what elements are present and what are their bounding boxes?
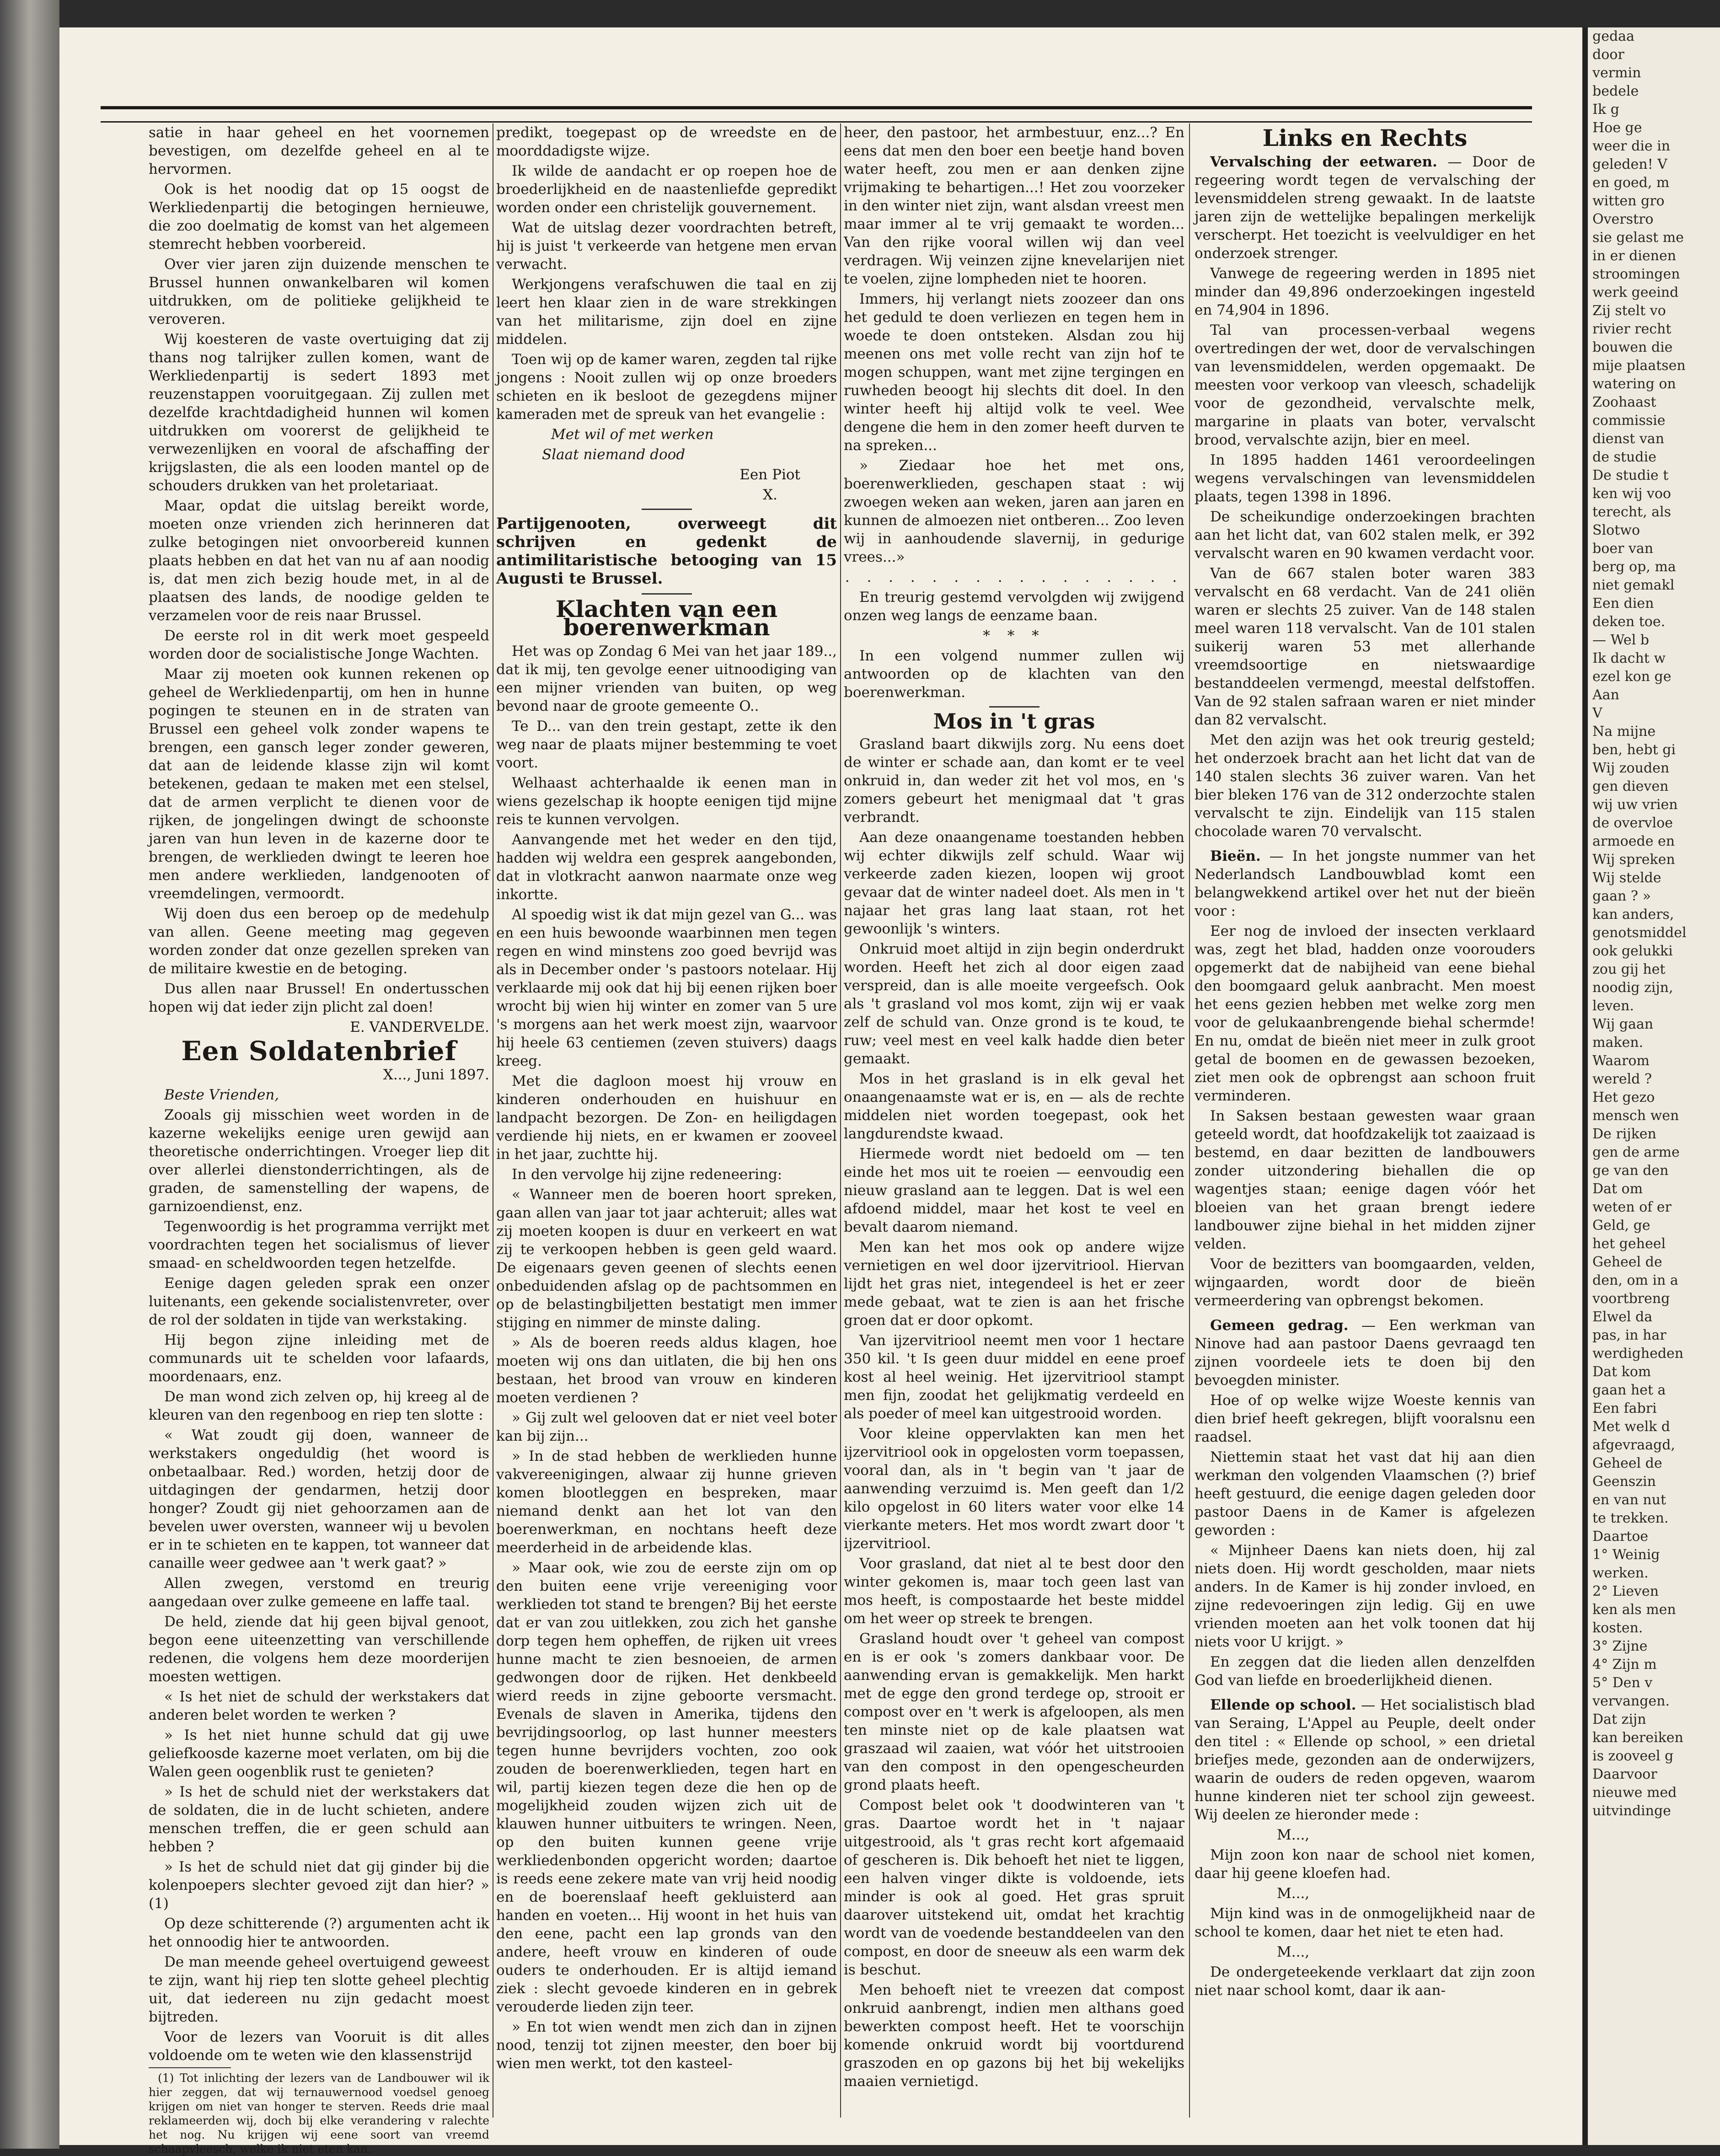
paragraph: Voor grasland, dat niet al te best door den winter gekomen is, maar toch geen last van mos heeft, is compostaarde het beste middel om het weer op streek te brengen. [844, 1555, 1184, 1627]
paragraph: Het was op Zondag 6 Mei van het jaar 189.., dat ik mij, ten gevolge eener uitnoodiging van een mijner vrienden van buiten, op weg bevond naar de groote gemeente O.. [496, 643, 837, 714]
facing-page-line: Ik dacht w [1592, 650, 1666, 666]
paragraph: Zooals gij misschien weet worden in de kazerne wekelijks eenige uren gewijd aan theoretische onderrichtingen. Vroeger liep dit over allerlei dienstonderrichtingen, als de graden, de samenstelling der wapens, de garnizoendienst, enz. [149, 1107, 489, 1215]
facing-page-line: — Wel b [1592, 632, 1650, 648]
paragraph: Al spoedig wist ik dat mijn gezel van G... was en een huis bewoonde waarbinnen men tegen regen en wind minstens zoo goed bevrijd was als in December onder 's pastoors notelaar. Hij verklaarde mij ook dat hij bij eenen rijken boer wrocht bij wien hij winter en zomer van 5 ure 's morgens aan het werk moest zijn, waarvoor hij heele 63 centiemen (zeven stuivers) daags kreeg. [496, 906, 837, 1069]
paragraph: Tal van processen-verbaal wegens overtredingen der wet, door de vervalschingen van levensmiddelen, werden opgemaakt. De meesten voor verkoop van vleesch, schadelijk voor de gezondheid, vervalschte melk, margarine in plaats van boter, vervalscht brood, vervalschte azijn, bier en meel. [1195, 322, 1535, 448]
facing-page-line: Dat zijn [1592, 1711, 1646, 1727]
paragraph: » Ziedaar hoe het met ons, boerenwerklieden, geschapen staat : wij zwoegen weken aan weken, jaren aan jaren en kunnen de almoezen niet ontberen... Zoo leven wij in aanhoudende slavernij, in gedurige vrees...» [844, 457, 1184, 565]
header-double-rule [101, 106, 1532, 123]
book-spine [0, 0, 59, 2149]
ellipsis-row: . . . . . . . . . . . . . . . . [845, 569, 1184, 585]
signature: Een Piot [739, 467, 800, 483]
facing-page-line: werk geeind [1592, 284, 1679, 300]
facing-page-line: 4° Zijn m [1592, 1657, 1657, 1673]
column-4: Links en Rechts Vervalsching der eetwaren. — Door de regeering wordt tegen de vervalsching der levensmiddelen streng gewaakt. In de laatste jaren zijn de wettelijke bepalingen merkelijk verscherpt. Het toezicht is veelvuldiger en het onderzoek strenger. Vanwege de regeering werden in 1895 niet minder dan 49,896 onderzoekingen ingesteld en 74,904 in 1896. Tal van processen-verbaal wegens overtredingen der wet, door de vervalschingen van levensmiddelen, werden opgemaakt. De meesten voor verkoop van vleesch, schadelijk voor de gezondheid, vervalschte melk, margarine in plaats van boter, vervalscht brood, vervalschte azijn, bier en meel. In 1895 hadden 1461 veroordeelingen wegens vervalschingen van levensmiddelen plaats, tegen 1398 in 1896. De scheikundige onderzoekingen brachten aan het licht dat, van 602 stalen melk, er 392 vervalscht waren en 90 kwamen verdacht voor. Van de 667 stalen boter waren 383 vervalscht en 68 verdacht. Van de 241 oliën waren er slechts 25 zuiver. Van de 148 stalen meel waren 118 vervalscht. Van de 101 stalen suikerij waren 53 met allerhande vreemdsoortige en nietswaardige bestanddeelen vermengd, meestal delfstoffen. Van de 92 stalen safraan waren er niet minder dan 82 vervalscht. Met den azijn was het ook treurig gesteld; het onderzoek bracht aan het licht dat van de 140 stalen slechts 36 zuiver waren. Van het bier bleken 176 van de 312 onderzochte stalen vervalscht te zijn. Eindelijk van 115 stalen chocolade waren 70 vervalscht. Bieën. — In het jongste nummer van het Nederlandsch Landbouwblad komt een belangwekkend artikel over het nut der bieën voor : Eer nog de invloed der insecten verklaard was, zegt het blad, hadden onze voorouders opgemerkt dat de nabijheid van eene biehal den boomgaard geluk aanbracht. Men moest het eens gezien hebben met welke zorg men voor de gelukaanbrengende biehal schermde! En nu, omdat de bieën niet meer in zulk groot getal de boomen en de gewassen bezoeken, ziet men ook de opbrengst aan schoon fruit verminderen. In Saksen bestaan gewesten waar graan geteeld wordt, dat hoofdzakelijk tot zaaizaad is bestemd, en daar bezitten de landbouwers zonder uitzondering biehallen die op wagentjes staan; eenige dagen vóór het bloeien van het graan brengt iedere landbouwer zijne biehal in het midden zijner velden. Voor de bezitters van boomgaarden, velden, wijngaarden, wordt door de bieën vermeerdering van opbrengst bekomen. Gemeen gedrag. — Een werkman van Ninove had aan pastoor Daens gevraagd ten zijnen voordeele iets te doen bij den bevoegden minister. Hoe of op welke wijze Woeste kennis van dien brief heeft gekregen, blijft vooralsnu een raadsel. Niettemin staat het vast dat hij aan dien werkman den volgenden Vlaamschen (?) brief heeft gestuurd, die eenige dagen geleden door pastoor Daens in de Kamer is afgelezen geworden : « Mijnheer Daens kan niets doen, hij zal niets doen. Hij wordt gescholden, maar niets anders. In de Kamer is hij zonder invloed, en zijne redevoeringen zijn ledig. Gij en uwe vrienden moeten aan het volk toonen dat hij niets voor U krijgt. » En zeggen dat die lieden allen denzelfden God van liefde en broederlijkheid dienen. Ellende op school. — Het socialistisch blad van Seraing, L'Appel au Peuple, deelt onder den titel : « Ellende op school, » een drietal briefjes mede, gezonden aan de onderwijzers, waarin de ouders de reden opgeven, waarom hunne kinderen niet ter school zijn geweest. Wij deelen ze hieronder mede : M..., Mijn zoon kon naar de school niet komen, daar hij geene kloefen had. M..., Mijn kind was in de onmogelijkheid naar de school te komen, daar het niet te eten had. M..., De ondergeteekende verklaart dat zijn zoon niet naar school komt, daar ik aan- [1195, 124, 1535, 1999]
facing-page-line: nieuwe med [1592, 1785, 1677, 1801]
letter-text: Mijn zoon kon naar de school niet komen, daar hij geene kloefen had. [1195, 1847, 1535, 1882]
facing-page-line: voortbreng [1592, 1291, 1670, 1307]
paragraph: Toen wij op de kamer waren, zegden tal rijke jongens : Nooit zullen wij op onze broeders schieten en ik besloot de gezegdens mijner kameraden met de spreuk van het evangelie : [496, 351, 837, 423]
facing-page-line: 2° Lieven [1592, 1583, 1659, 1599]
paragraph: predikt, toegepast op de wreedste en de moorddadigste wijze. [496, 124, 837, 159]
facing-page-line: werdigheden [1592, 1346, 1684, 1362]
paragraph: Wat de uitslag dezer voordrachten betreft, hij is juist 't verkeerde van hetgene men ervan verwacht. [496, 220, 837, 273]
facing-page-line: gaan ? » [1592, 888, 1651, 904]
facing-page-line: is zooveel g [1592, 1748, 1674, 1764]
paragraph: » Maar ook, wie zou de eerste zijn om op den buiten eene vrije vereeniging voor werklieden tot stand te brengen? Bij het eerste dat er van zou uitlekken, zou zich het ganshe dorp tegen hem opheffen, de rijken uit vrees hunne macht te zien besnoeien, de armen gedwongen door de rijken. Het denkbeeld wierd reeds in zijne geboorte versmacht. Evenals de slaven in Amerika, tijdens den bevrijdingsoorlog, op last hunner meesters tegen hunne bevrijders vochten, zoo ook zouden de boerenwerklieden, tegen hart en wil, partij kiezen tegen deze die hen op de mogelijkheid zouden wijzen zich uit de klauwen hunner uitbuiters te wringen. Neen, op den buiten kunnen geene vrije werkliedenbonden opgericht worden; daartoe is reeds eene zekere mate van vrij heid noodig en de boerenslaaf heeft gekluisterd aan handen en voeten... Hij woont in het huis van den eene, pacht een lap gronds van den andere, heeft vrouw en kinderen of oude ouders te onderhouden. Er is altijd iemand ziek : slecht gevoede kinderen en in gebrek verouderde lieden zijn teer. [496, 1560, 837, 2015]
paragraph: Tegenwoordig is het programma verrijkt met voordrachten tegen het socialismus of liever smaad- en scheldwoorden tegen hetzelfde. [149, 1218, 489, 1271]
facing-page-line: genotsmiddel [1592, 925, 1687, 941]
facing-page-line: Met welk d [1592, 1419, 1671, 1435]
paragraph: Met den azijn was het ook treurig gesteld; het onderzoek bracht aan het licht dat van de 140 stalen slechts 36 zuiver waren. Van het bier bleken 176 van de 312 onderzochte stalen vervalscht te zijn. Eindelijk van 115 stalen chocolade waren 70 vervalscht. [1195, 732, 1535, 840]
paragraph: Het socialistisch blad van Seraing, L'Appel au Peuple, deelt onder den titel : « Ellende op school, » een drietal briefjes mede, gezonden aan de onderwijzers, waarin de ouders de reden opgeven, waarom hunne kinderen niet ter school zijn geweest. Wij deelen ze hieronder mede : [1195, 1697, 1535, 1823]
paragraph: « Wanneer men de boeren hoort spreken, gaan allen van jaar tot jaar achteruit; alles wat zij moeten koopen is duur en verkeert en wat zij te verkoopen hebben is geen geld waard. De eigenaars geven geenen of slechts eenen onbeduidenden afslag op de pachtsommen en op de belastingbiljetten bestatigt men immer stijging en nimmer de minste daling. [496, 1186, 837, 1331]
facing-page-line: weer die in [1592, 138, 1671, 154]
paragraph: De man meende geheel overtuigend geweest te zijn, want hij riep ten slotte geheel plechtig uit, dat iedereen nu zijn gedacht moest bijtreden. [149, 1954, 489, 2025]
facing-page-line: Overstro [1592, 211, 1654, 227]
letter-text: De ondergeteekende verklaart dat zijn zoon niet naar school komt, daar ik aan- [1195, 1964, 1535, 1999]
facing-page-line: Daartoe [1592, 1529, 1649, 1545]
facing-page-line: gen dieven [1592, 778, 1669, 794]
paragraph: Over vier jaren zijn duizende menschen te Brussel hunnen onwankelbaren wil komen uitdrukken, om de politieke gelijkheid te veroveren. [149, 256, 489, 327]
paragraph: Ik wilde de aandacht er op roepen hoe de broederlijkheid en de naastenliefde gepredikt worden onder een christelijk gouvernement. [496, 163, 837, 216]
facing-page-line: Aan [1592, 687, 1619, 703]
paragraph: « Wat zoudt gij doen, wanneer de werkstakers ongeduldig (het woord is onbetaalbaar. Red.) worden, hetzij door de uitdagingen der gendarmen, hetzij door honger? Zoudt gij niet gehoorzamen aan de bevelen uwer oversten, wanneer wij u bevolen er in te schieten en te kappen, tot wanneer dat canaille weer gedwee aan 't werk gaat? » [149, 1427, 489, 1571]
facing-page-line: Hoe ge [1592, 120, 1642, 136]
facing-page-line: Zij stelt vo [1592, 303, 1666, 319]
salutation: Beste Vrienden, [164, 1087, 279, 1103]
short-rule [642, 509, 692, 510]
facing-page-line: wereld ? [1592, 1071, 1652, 1087]
facing-page-line: en van nut [1592, 1492, 1666, 1508]
paragraph: Immers, hij verlangt niets zoozeer dan ons het geduld te doen verliezen en tegen hem in woede te doen ontsteken. Alsdan zou hij meenen ons met volle recht van zijn hof te mogen schuppen, want met zijne tergingen en ruwheden beoogt hij slechts dit doel. In den winter heeft hij altijd volk te veel. Wee dengene die hem in den zomer heeft durven te na spreken... [844, 291, 1184, 454]
facing-page-line: 3° Zijne [1592, 1638, 1648, 1654]
paragraph: Op deze schitterende (?) argumenten acht ik het onnoodig hier te antwoorden. [149, 1915, 489, 1950]
facing-page-line: uitvindinge [1592, 1803, 1671, 1819]
facing-page-line: Daarvoor [1592, 1766, 1657, 1782]
facing-page-line: 5° Den v [1592, 1675, 1653, 1691]
facing-page-line: zou gij het [1592, 961, 1666, 977]
short-rule [642, 593, 692, 595]
column-separator [840, 123, 841, 2118]
paragraph: Eer nog de invloed der insecten verklaard was, zegt het blad, hadden onze voorouders opgemerkt dat de nabijheid van eene biehal den boomgaard geluk aanbracht. Men moest het eens gezien hebben met welke zorg men voor de gelukaanbrengende biehal schermde! En nu, omdat de bieën niet meer in zulk groot getal de boomen en de gewassen bezoeken, ziet men ook de opbrengst aan schoon fruit verminderen. [1195, 923, 1535, 1104]
article-heading-soldatenbrief: Een Soldatenbrief [181, 1035, 457, 1067]
facing-page-line: het geheel [1592, 1236, 1666, 1252]
paragraph: Niettemin staat het vast dat hij aan dien werkman den volgenden Vlaamschen (?) brief heeft gestuurd, die eenige dagen geleden door pastoor Daens in de Kamer is afgelezen geworden : [1195, 1449, 1535, 1539]
paragraph: In het jongste nummer van het Nederlandsch Landbouwblad komt een belangwekkend artikel over het nut der bieën voor : [1195, 848, 1535, 919]
facing-page-line: Elwel da [1592, 1309, 1653, 1325]
paragraph: Voor kleine oppervlakten kan men het ijzervitriool ook in opgelosten vorm toepassen, vooral dan, als in 't begin van 't jaar de aanwending verzuimd is. Men geeft dan 1/2 kilo opgelost in 60 liters water voor elke 14 vierkante meters. Het mos wordt zwart door 't ijzervitriool. [844, 1426, 1184, 1552]
paragraph: In den vervolge hij zijne redeneering: [512, 1166, 782, 1183]
facing-page-line: terecht, als [1592, 504, 1672, 520]
paragraph: » In de stad hebben de werklieden hunne vakvereenigingen, alwaar zij hunne grieven komen blootleggen en bespreken, maar niemand denkt aan het lot van den boerenwerkman, en nochtans heeft deze meerderheid in de arbeidende klas. [496, 1448, 837, 1556]
facing-page-line: armoede en [1592, 833, 1675, 849]
column-1 [149, 123, 489, 2156]
paragraph: De man wond zich zelven op, hij kreeg al de kleuren van den regenboog en riep ten slotte : [149, 1389, 489, 1423]
article-heading-klachten: Klachten van een boerenwerkman [555, 595, 778, 641]
facing-page-line: leven. [1592, 998, 1634, 1014]
facing-page-line: Een dien [1592, 595, 1654, 611]
facing-page-line: maken. [1592, 1035, 1644, 1051]
facing-page-line: geleden! V [1592, 156, 1667, 172]
facing-page-line: afgevraagd, [1592, 1437, 1675, 1453]
facing-page-line: berg op, ma [1592, 559, 1676, 575]
facing-page-line: Een fabri [1592, 1400, 1657, 1416]
paragraph: Voor de lezers van Vooruit is dit alles voldoende om te weten wie den klassenstrijd [149, 2029, 489, 2064]
facing-page-line: witten gro [1592, 193, 1665, 209]
facing-page-line: ken wij voo [1592, 486, 1671, 502]
facing-page-line: Waarom [1592, 1053, 1650, 1069]
paragraph: De eerste rol in dit werk moet gespeeld worden door de socialistische Jonge Wachten. [149, 627, 489, 662]
facing-page-line: pas, in har [1592, 1327, 1666, 1343]
facing-page-line: niet gemakl [1592, 577, 1675, 593]
facing-page-line: gaan het a [1592, 1382, 1666, 1398]
paragraph: In een volgend nummer zullen wij antwoorden op de klachten van den boerenwerkman. [844, 648, 1184, 701]
article-heading-mos: Mos in 't gras [933, 709, 1095, 734]
item-title: Ellende op school. [1210, 1697, 1356, 1713]
paragraph: Door de regeering wordt tegen de vervalsching der levensmiddelen streng gewaakt. In de laatste jaren zijn de wettelijke bepalingen merkelijk verscherpt. Het toezicht is veelvuldiger en het onderzoek strenger. [1195, 154, 1535, 262]
facing-page-line: weten of er [1592, 1199, 1672, 1215]
facing-page-line: De rijken [1592, 1126, 1656, 1142]
paragraph: heer, den pastoor, het armbestuur, enz...? En eens dat men den boer een beetje hand boven water heeft, zou men er aan denken zijne vrijmaking te behartigen...! Het zou voorzeker in den winter niet zijn, want alsdan vreest men maar immer al te vrij gemaakt te worden... Van den rijke vooral willen wij dan veel verdragen. Wij veinzen zijne knevelarijen niet te voelen, zijne lompheden niet te hooren. [844, 124, 1184, 287]
paragraph: Hij begon zijne inleiding met de communards uit te schelden voor lafaards, moordenaars, enz. [149, 1332, 489, 1385]
paragraph: De scheikundige onderzoekingen brachten aan het licht dat, van 602 stalen melk, er 392 vervalscht waren en 90 kwamen verdacht voor. [1195, 509, 1535, 562]
letter-salutation: M..., [1277, 1827, 1310, 1843]
facing-page-text [1588, 27, 1720, 1820]
facing-page-line: Wij zouden [1592, 760, 1670, 776]
paragraph: Onkruid moet altijd in zijn begin onderdrukt worden. Heeft het zich al door eigen zaad verspreid, dan is alle moeite vergeefsch. Ook als 't grasland vol mos komt, zijn wij er vaak zelf de schuld van. Onze grond is te koud, te ruw; veel mest en veel kalk hadde dien beter gemaakt. [844, 941, 1184, 1067]
item-title: Bieën. [1210, 848, 1261, 864]
facing-page-line: Geheel de [1592, 1254, 1662, 1270]
facing-page-line: kan bereiken [1592, 1730, 1683, 1746]
facing-page-line: ben, hebt gi [1592, 742, 1676, 758]
letter-salutation: M..., [1277, 1944, 1310, 1960]
facing-page-line: Slotwo [1592, 522, 1640, 538]
paragraph: Maar zij moeten ook kunnen rekenen op geheel de Werkliedenpartij, om hen in hunne pogingen te steunen en in de straten van Brussel een geheel volk zonder wapens te brengen, een gansch leger zonder geweren, dat aan de leidende klasse zijn wil komt betekenen, gedaan te maken met een stelsel, dat de armen verplicht te dienen voor de rijken, de jongelingen dwingt de schoonste jaren van hun leven in de kazerne door te brengen, de werklieden dwingt te leeren hoe men andere werklieden, landgenooten of vreemdelingen, vermoordt. [149, 666, 489, 902]
facing-page-line: ook gelukki [1592, 943, 1673, 959]
dateline: X..., Juni 1897. [383, 1067, 489, 1083]
facing-page-edge [1582, 27, 1720, 2145]
paragraph: Maar, opdat die uitslag bereikt worde, moeten onze vrienden zich herinneren dat zulke betogingen niet onvoorbereid kunnen plaats hebben en dat het van nu af aan noodig is, dat men zich bezig houde met, in al de plaatsen des lands, de noodige gelden te verzamelen voor de reis naar Brussel. [149, 498, 489, 624]
letter-text: Mijn kind was in de onmogelijkheid naar de school te komen, daar het niet te eten had. [1195, 1905, 1535, 1940]
paragraph: » En tot wien wendt men zich dan in zijnen nood, tenzij tot zijnen meester, den boer bij wien men werkt, tot den kasteel- [496, 2019, 837, 2072]
facing-page-line: werken. [1592, 1565, 1649, 1581]
facing-page-line: Dat om [1592, 1181, 1643, 1197]
paragraph: Men kan het mos ook op andere wijze vernietigen en wel door ijzervitriool. Hiervan lijdt het gras niet, integendeel is het er zeer mede gebaat, wat te zien is aan het frische groen dat er door opkomt. [844, 1239, 1184, 1329]
paragraph: Ook is het noodig dat op 15 oogst de Werkliedenpartij die betogingen hernieuwe, die zoo doelmatig de komst van het algemeen stemrecht hebben voorbereid. [149, 181, 489, 252]
facing-page-line: dienst van [1592, 431, 1665, 447]
paragraph: « Is het niet de schuld der werkstakers dat anderen belet worden te werken ? [149, 1689, 489, 1723]
paragraph: En treurig gestemd vervolgden wij zwijgend onzen weg langs de eenzame baan. [844, 589, 1184, 624]
paragraph: » Is het de schuld niet dat gij ginder bij die kolenpoepers slechter gevoed zijt dan hier? » (1) [149, 1859, 489, 1912]
facing-page-line: de studie [1592, 449, 1656, 465]
paragraph: Hiermede wordt niet bedoeld om — ten einde het mos uit te roeien — eenvoudig een nieuw grasland aan te leggen. Dat is wel een afdoend middel, maar het kost te veel en bevalt daarom niemand. [844, 1146, 1184, 1235]
item-title: Vervalsching der eetwaren. [1210, 154, 1437, 170]
facing-page-line: Na mijne [1592, 724, 1656, 740]
signature: E. VANDERVELDE. [350, 1019, 489, 1035]
facing-page-line: Zoohaast [1592, 394, 1656, 410]
paragraph: Mos in het grasland is in elk geval het onaangenaamste wat er is, en — als de rechte middelen niet worden toegepast, ook het langdurendste kwaad. [844, 1071, 1184, 1142]
column-2 [496, 123, 837, 2118]
paragraph: En zeggen dat die lieden allen denzelfden God van liefde en broederlijkheid dienen. [1195, 1654, 1535, 1689]
facing-page-line: noodig zijn, [1592, 980, 1673, 996]
paragraph: Van ijzervitriool neemt men voor 1 hectare 350 kil. 't Is geen duur middel en eene proef kost al heel weinig. Het ijzervitriool stampt men fijn, zoodat het gelijkmatig verdeeld en als poeder of meel kan uitgestrooid worden. [844, 1332, 1184, 1422]
paragraph: » Is het de schuld niet der werkstakers dat de soldaten, die in de lucht schieten, andere menschen treffen, die er geen schuld aan hebben ? [149, 1784, 489, 1855]
facing-page-line: Het gezo [1592, 1089, 1655, 1105]
signature-initial: X. [763, 487, 777, 503]
facing-page-line: bouwen die [1592, 339, 1673, 355]
facing-page-line: ge van den [1592, 1163, 1669, 1179]
facing-page-line: stroomingen [1592, 266, 1680, 282]
facing-page-line: gedaa [1592, 28, 1634, 44]
facing-page-line: ken als men [1592, 1602, 1676, 1618]
letter-salutation: M..., [1277, 1885, 1310, 1902]
facing-page-line: te trekken. [1592, 1510, 1669, 1526]
paragraph: Te D... van den trein gestapt, zette ik den weg naar de plaats mijner bestemming te voet voort. [496, 718, 837, 771]
section-heading-links-en-rechts: Links en Rechts [1262, 124, 1468, 151]
facing-page-line: Geenszin [1592, 1474, 1656, 1490]
facing-page-line: de overvloe [1592, 815, 1673, 831]
footnote: (1) Tot inlichting der lezers van de Landbouwer wil ik hier zeggen, dat wij ternauwernood voedsel genoeg krijgen om niet van honger te sterven. Reeds drie maal reklameerden wij, doch bij elke verandering v ralechte het nog. Nu krijgen wij eene soort van vreemd schaapvleesch, welke ik niet eten kan. [149, 2071, 489, 2156]
paragraph: Wij koesteren de vaste overtuiging dat zij thans nog talrijker zullen komen, want de Werkliedenpartij is sedert 1893 met reuzenstappen vooruitgegaan. Zij zullen met dezelfde krachtdadigheid hunnen wil komen uitdrukken om voorerst de gelijkheid te verwezenlijken en vooral de afschaffing der krijgslasten, die als een looden mantel op de schouders drukken van het proletariaat. [149, 331, 489, 494]
facing-page-line: Geheel de [1592, 1455, 1662, 1471]
facing-page-line: Geld, ge [1592, 1217, 1650, 1234]
facing-page-line: en goed, m [1592, 175, 1670, 191]
paragraph: Grasland baart dikwijls zorg. Nu eens doet de winter er schade aan, dan komt er te veel onkruid in, dan weder zit het vol mos, en 's zomers gebeurt het menigmaal dat 't gras verbrandt. [844, 736, 1184, 826]
facing-page-line: kosten. [1592, 1620, 1643, 1636]
paragraph: De held, ziende dat hij geen bijval genoot, begon eene uiteenzetting van verschillende redenen, die volgens hem deze moorderijen moesten wettigen. [149, 1614, 489, 1685]
facing-page-line: Wij spreken [1592, 852, 1675, 868]
paragraph: Welhaast achterhaalde ik eenen man in wiens gezelschap ik hoopte eenigen tijd mijne reis te kunnen vervolgen. [496, 775, 837, 828]
facing-page-line: 1° Weinig [1592, 1547, 1660, 1563]
facing-page-line: Dat kom [1592, 1364, 1651, 1380]
item-title: Gemeen gedrag. [1210, 1317, 1349, 1334]
paragraph: Grasland houdt over 't geheel van compost en is er ook 's zomers dankbaar voor. De aanwending ervan is gemakkelijk. Men harkt met de egge den grond terdege op, strooit er compost over en 't werk is afgeloopen, als men ten minste niet op de kale plaatsen wat graszaad wil zaaien, wat vóór het uitstrooien van den compost in den opengescheurden grond plaats heeft. [844, 1630, 1184, 1793]
paragraph: Wij doen dus een beroep op de medehulp van allen. Geene meeting mag gegeven worden zonder dat onze gezellen spreken van de militaire kwestie en de betoging. [149, 906, 489, 977]
paragraph: Eenige dagen geleden sprak een onzer luitenants, een gekende socialistenvreter, over de rol der soldaten in tijde van werkstaking. [149, 1275, 489, 1328]
asterism: * * * [983, 627, 1045, 644]
paragraph: Men behoeft niet te vreezen dat compost onkruid aanbrengt, indien men althans goed bewerkten compost heeft. Het te voorschijn komende onkruid wordt bij voortdurend graszoden en op gazons bij het bij wekelijks maaien vernietigd. [844, 1982, 1184, 2090]
facing-page-line: kan anders, [1592, 906, 1674, 922]
paragraph: Vanwege de regeering werden in 1895 niet minder dan 49,896 onderzoekingen ingesteld en 74,904 in 1896. [1195, 265, 1535, 318]
paragraph: Allen zwegen, verstomd en treurig aangedaan over zulke gemeene en laffe taal. [149, 1575, 489, 1610]
verse-line: Slaat niemand dood [542, 446, 686, 463]
facing-page-line: den, om in a [1592, 1272, 1678, 1288]
paragraph: Van de 667 stalen boter waren 383 vervalscht en 68 verdacht. Van de 241 oliën waren er slechts 25 zuiver. Van de 148 stalen meel waren 118 vervalscht. Van de 101 stalen suikerij waren 53 met allerhande vreemdsoortige en nietswaardige bestanddeelen vermengd, meestal delfstoffen. Van de 92 stalen safraan waren er niet minder dan 82 vervalscht. [1195, 565, 1535, 728]
facing-page-line: door [1592, 47, 1624, 63]
facing-page-line: commissie [1592, 413, 1666, 429]
paragraph: Een werkman van Ninove had aan pastoor Daens gevraagd ten zijnen voordeele iets te doen bij den bevoegden minister. [1195, 1317, 1535, 1389]
facing-page-line: V [1592, 705, 1602, 721]
facing-page-line: boer van [1592, 541, 1654, 557]
paragraph: Hoe of op welke wijze Woeste kennis van dien brief heeft gekregen, blijft vooralsnu een raadsel. [1195, 1392, 1535, 1445]
facing-page-line: Wij gaan [1592, 1016, 1654, 1032]
facing-page-line: ezel kon ge [1592, 669, 1672, 685]
paragraph: » Als de boeren reeds aldus klagen, hoe moeten wij ons dan uitlaten, die bij hen ons bestaan, het brood van vrouw en kinderen moeten verdienen ? [496, 1335, 837, 1406]
paragraph: In 1895 hadden 1461 veroordeelingen wegens vervalschingen van levensmiddelen plaats, tegen 1398 in 1896. [1195, 452, 1535, 505]
facing-page-line: De studie t [1592, 467, 1669, 483]
appeal-notice: Partijgenooten, overweegt dit schrijven en gedenkt de antimilitaristische betooging van 15 Augusti te Brussel. [496, 515, 837, 588]
paragraph: Met die dagloon moest hij vrouw en kinderen onderhouden en huishuur en landpacht bezorgen. De Zon- en heiligdagen verdiende hij niets, en er kwamen er zooveel in het jaar, zuchtte hij. [496, 1073, 837, 1163]
facing-page-line: wij uw vrien [1592, 797, 1678, 813]
facing-page-line: deken toe. [1592, 614, 1666, 630]
paragraph: Voor de bezitters van boomgaarden, velden, wijngaarden, wordt door de bieën vermeerdering van opbrengst bekomen. [1195, 1256, 1535, 1309]
facing-page-line: vermin [1592, 65, 1641, 81]
column-3 [844, 123, 1184, 2118]
facing-page-line: bedele [1592, 83, 1639, 99]
paragraph: satie in haar geheel en het voornemen bevestigen, om dezelfde geheel en al te hervormen. [149, 124, 489, 177]
facing-page-line: rivier recht [1592, 321, 1672, 337]
paragraph: In Saksen bestaan gewesten waar graan geteeld wordt, dat hoofdzakelijk tot zaaizaad is bestemd, en daar bezitten de landbouwers zonder uitzondering biehallen die op wagentjes staan; eenige dagen vóór het bloeien van het graan brengt iedere landbouwer zijne biehal in het midden zijner velden. [1195, 1108, 1535, 1252]
paragraph: Aan deze onaangename toestanden hebben wij echter dikwijls zelf schuld. Waar wij verkeerde zaden kiezen, loopen wij groot gevaar dat de winter nadeel doet. Als men in 't najaar het gras lang laat staan, rot het gewoonlijk 's winters. [844, 829, 1184, 937]
facing-page-line: Ik g [1592, 102, 1619, 118]
paragraph: Werkjongens verafschuwen die taal en zij leert hen klaar zien in de ware strekkingen van het militarisme, zijn doel en zijne middelen. [496, 276, 837, 348]
footnote-rule [149, 2067, 231, 2068]
facing-page-line: vervangen. [1592, 1693, 1670, 1709]
facing-page-line: sie gelast me [1592, 230, 1684, 246]
facing-page-line: gen de arme [1592, 1144, 1680, 1160]
paragraph: Dus allen naar Brussel! En ondertusschen hopen wij dat ieder zijn plicht zal doen! [149, 981, 489, 1015]
paragraph: » Gij zult wel gelooven dat er niet veel boter kan bij zijn... [496, 1410, 837, 1444]
short-rule [989, 706, 1040, 708]
verse-line: Met wil of met werken [551, 426, 714, 443]
facing-page-line: mije plaatsen [1592, 358, 1686, 374]
paragraph: » Is het niet hunne schuld dat gij uwe geliefkoosde kazerne moet verlaten, om bij die Walen geen oogenblik rust te genieten? [149, 1727, 489, 1780]
facing-page-line: Wij stelde [1592, 870, 1661, 886]
facing-page-line: in er dienen [1592, 248, 1677, 264]
paragraph: Aanvangende met het weder en den tijd, hadden wij weldra een gesprek aangebonden, dat in vlotkracht aanwon naarmate onze weg inkortte. [496, 831, 837, 903]
paragraph: « Mijnheer Daens kan niets doen, hij zal niets doen. Hij wordt gescholden, maar niets anders. In de Kamer is hij zonder invloed, en zijne redevoeringen zijn ledig. Gij en uwe vrienden moeten aan het volk toonen dat hij niets voor U krijgt. » [1195, 1542, 1535, 1650]
paragraph: Compost belet ook 't doodwinteren van 't gras. Daartoe wordt het in 't najaar uitgestrooid, als 't gras recht kort afgemaaid of gescheren is. Dik behoeft het niet te liggen, een halven vinger dikte is voldoende, iets minder is ook al goed. Het gras spruit daarover uitstekend uit, omdat het krachtig wordt van de voedende bestanddeelen van den compost, en door de sneeuw als een warm dek is beschut. [844, 1797, 1184, 1978]
column-separator [1189, 123, 1190, 2118]
facing-page-line: watering on [1592, 376, 1676, 392]
facing-page-line: mensch wen [1592, 1108, 1679, 1124]
